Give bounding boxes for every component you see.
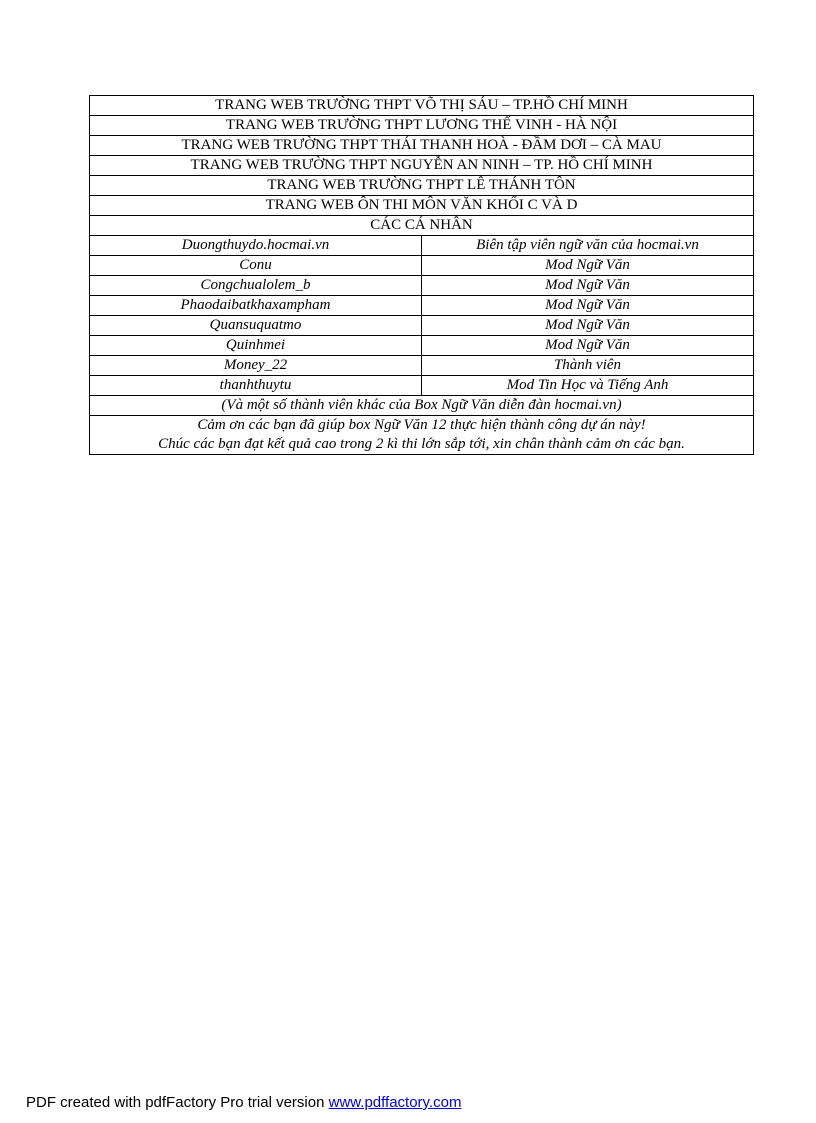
pdffactory-link[interactable]: www.pdffactory.com (328, 1094, 462, 1111)
individual-role: Biên tập viên ngữ văn của hocmai.vn (422, 236, 754, 256)
individual-role: Mod Tin Học và Tiếng Anh (422, 376, 754, 396)
individual-row (90, 296, 754, 316)
credits-table (89, 95, 754, 455)
individual-name: Quinhmei (90, 336, 422, 356)
individual-role: Mod Ngữ Văn (422, 336, 754, 356)
other-members-row (90, 396, 754, 416)
individual-name: Phaodaibatkhaxampham (90, 296, 422, 316)
individual-name: Money_22 (90, 356, 422, 376)
individual-role: Thành viên (422, 356, 754, 376)
website-cell: TRANG WEB TRƯỜNG THPT VÕ THỊ SÁU – TP.HỒ CHÍ MINH (90, 96, 754, 116)
individual-row (90, 376, 754, 396)
thanks-row (90, 416, 754, 455)
individual-row (90, 336, 754, 356)
pdf-footer (26, 1094, 461, 1111)
individual-name: Congchualolem_b (90, 276, 422, 296)
individual-row (90, 276, 754, 296)
website-row (90, 176, 754, 196)
website-cell: TRANG WEB TRƯỜNG THPT THÁI THANH HOÀ - ĐẦM DƠI – CÀ MAU (90, 136, 754, 156)
website-row (90, 96, 754, 116)
individual-role: Mod Ngữ Văn (422, 276, 754, 296)
website-cell: TRANG WEB ÔN THI MÔN VĂN KHỐI C VÀ D (90, 196, 754, 216)
thanks-line-1: Cảm ơn các bạn đã giúp box Ngữ Văn 12 thực hiện thành công dự án này! (197, 417, 646, 433)
individual-role: Mod Ngữ Văn (422, 296, 754, 316)
individual-role: Mod Ngữ Văn (422, 256, 754, 276)
individual-name: Conu (90, 256, 422, 276)
website-cell: TRANG WEB TRƯỜNG THPT LÊ THÁNH TÔN (90, 176, 754, 196)
website-cell: TRANG WEB TRƯỜNG THPT NGUYỄN AN NINH – TP. HỒ CHÍ MINH (90, 156, 754, 176)
website-row (90, 136, 754, 156)
other-members-note: (Và một số thành viên khác của Box Ngữ Văn diễn đàn hocmai.vn) (90, 396, 754, 416)
footer-text: PDF created with pdfFactory Pro trial version (26, 1094, 329, 1111)
individuals-header-row (90, 216, 754, 236)
website-row (90, 196, 754, 216)
website-row (90, 116, 754, 136)
individual-row (90, 356, 754, 376)
thanks-message (90, 416, 754, 455)
individual-row (90, 236, 754, 256)
website-row (90, 156, 754, 176)
individual-name: thanhthuytu (90, 376, 422, 396)
individual-name: Quansuquatmo (90, 316, 422, 336)
individual-name: Duongthuydo.hocmai.vn (90, 236, 422, 256)
individual-row (90, 316, 754, 336)
individuals-header: CÁC CÁ NHÂN (90, 216, 754, 236)
thanks-line-2: Chúc các bạn đạt kết quả cao trong 2 kì thi lớn sắp tới, xin chân thành cảm ơn các bạn. (158, 436, 685, 452)
individual-role: Mod Ngữ Văn (422, 316, 754, 336)
individual-row (90, 256, 754, 276)
website-cell: TRANG WEB TRƯỜNG THPT LƯƠNG THẾ VINH - HÀ NỘI (90, 116, 754, 136)
